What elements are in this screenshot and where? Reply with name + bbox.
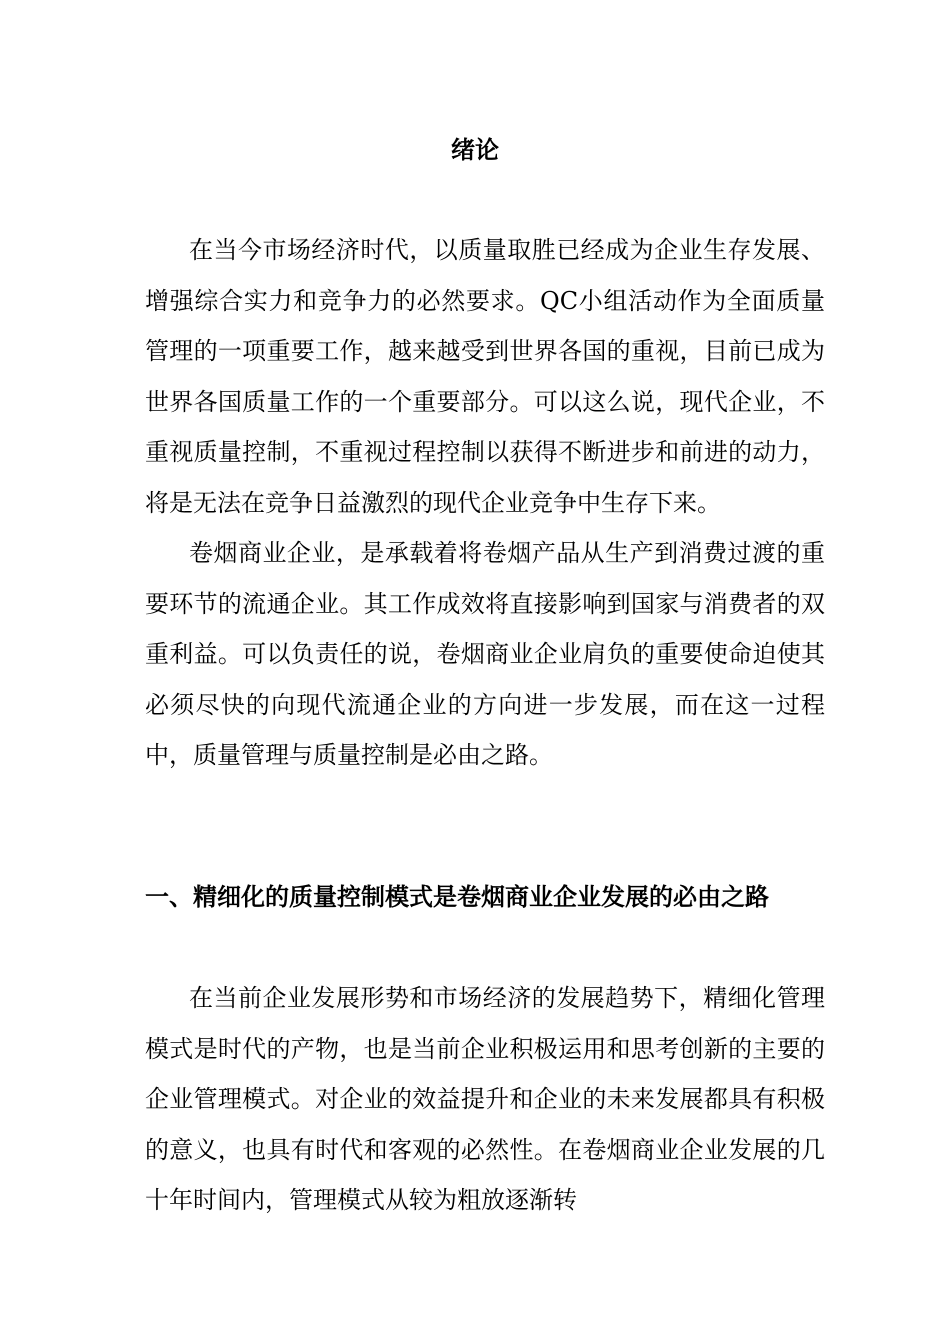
section-paragraph-1: 在当前企业发展形势和市场经济的发展趋势下，精细化管理模式是时代的产物，也是当前企业积极运用和思考创新的主要的企业管理模式。对企业的效益提升和企业的未来发展都具有积极的意义，也具有时代和客观的必然性。在卷烟商业企业发展的几十年时间内，管理模式从较为粗放逐渐转	[145, 984, 825, 1214]
intro-paragraph-1: 在当今市场经济时代，以质量取胜已经成为企业生存发展、增强综合实力和竞争力的必然要求。QC小组活动作为全面质量管理的一项重要工作，越来越受到世界各国的重视，目前已成为世界各国质量工作的一个重要部分。可以这么说，现代企业，不重视质量控制，不重视过程控制以获得不断进步和前进的动力，将是无法在竞争日益激烈的现代企业竞争中生存下来。	[145, 236, 825, 517]
page-title: 绪论	[451, 136, 499, 164]
section-heading: 一、精细化的质量控制模式是卷烟商业企业发展的必由之路	[145, 883, 769, 911]
intro-paragraph-2: 卷烟商业企业，是承载着将卷烟产品从生产到消费过渡的重要环节的流通企业。其工作成效将直接影响到国家与消费者的双重利益。可以负责任的说，卷烟商业企业肩负的重要使命迫使其必须尽快的向现代流通企业的方向进一步发展，而在这一过程中，质量管理与质量控制是必由之路。	[145, 539, 825, 769]
intro-section	[145, 225, 825, 781]
section-body	[145, 973, 825, 1226]
